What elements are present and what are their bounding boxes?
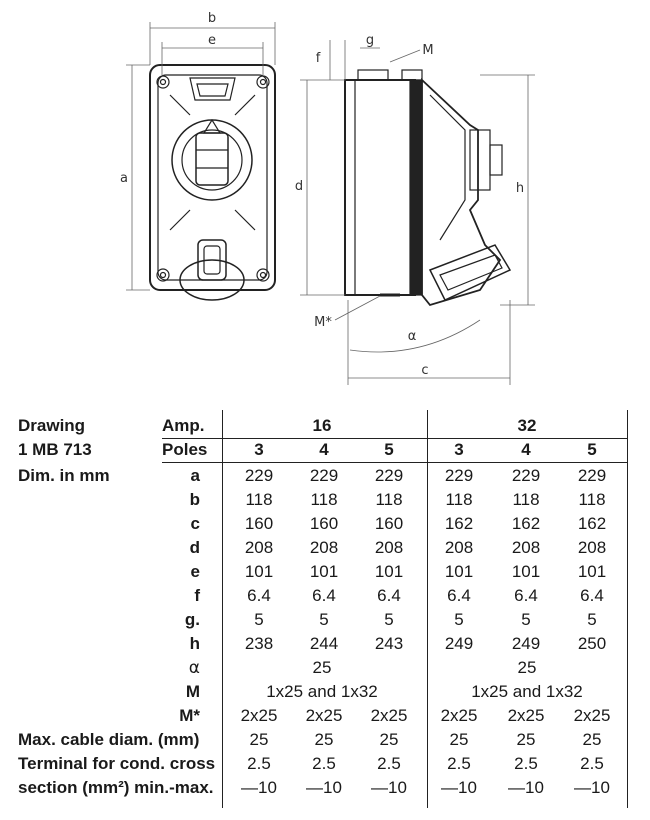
dim-label-alpha: α — [407, 329, 417, 344]
row-key: g. — [184, 610, 200, 629]
table-cell: 118 — [375, 490, 403, 509]
table-cell: 208 — [511, 538, 541, 557]
poles-label: Poles — [162, 440, 208, 459]
row-key: α — [188, 658, 200, 678]
table-cell: 2x25 — [370, 706, 408, 725]
table-cell: 229 — [444, 466, 474, 485]
row-key: M* — [179, 706, 200, 725]
table-cell: 208 — [309, 538, 339, 557]
table-cell: 2x25 — [573, 706, 611, 725]
table-cell: 25 — [516, 730, 536, 749]
row-key: f — [194, 586, 200, 605]
row-key: Terminal for cond. cross — [18, 754, 216, 773]
table-cell: —10 — [241, 778, 277, 797]
table-cell: 208 — [444, 538, 474, 557]
table-cell: 118 — [310, 490, 338, 509]
table-cell: 118 — [512, 490, 540, 509]
table-cell: 162 — [577, 514, 607, 533]
table-cell: 118 — [578, 490, 606, 509]
table-cell: —10 — [371, 778, 407, 797]
row-key: a — [190, 466, 200, 485]
dim-label-b: b — [207, 11, 217, 26]
table-cell: 118 — [445, 490, 473, 509]
table-cell: 101 — [511, 562, 541, 581]
table-cell: 160 — [244, 514, 274, 533]
table-cell-merged: 25 — [312, 658, 332, 677]
row-key: h — [189, 634, 200, 653]
table-cell: 229 — [244, 466, 274, 485]
table-cell: 5 — [521, 610, 531, 629]
poles-cell: 5 — [384, 440, 394, 459]
table-cell: 6.4 — [377, 586, 401, 605]
drawing-label: Drawing — [18, 416, 86, 435]
table-cell: 6.4 — [514, 586, 538, 605]
dim-label-m: M — [422, 43, 434, 58]
table-cell: 6.4 — [447, 586, 471, 605]
amp-group-32: 32 — [517, 416, 537, 435]
table-cell: 101 — [244, 562, 274, 581]
poles-cell: 5 — [587, 440, 597, 459]
table-cell: 160 — [374, 514, 404, 533]
table-cell: 229 — [577, 466, 607, 485]
dim-label-f: f — [315, 51, 321, 66]
dim-label-d: d — [294, 179, 304, 194]
table-cell-merged: 1x25 and 1x32 — [266, 682, 378, 701]
dim-label-e: e — [208, 33, 216, 48]
poles-row-rule — [162, 462, 627, 463]
dim-label-m-star: M* — [314, 315, 332, 330]
dimension-table — [0, 410, 650, 820]
table-cell: 2x25 — [507, 706, 545, 725]
table-cell: 229 — [309, 466, 339, 485]
table-cell: 25 — [449, 730, 469, 749]
dim-label-g: g — [365, 33, 375, 48]
table-cell-merged: 25 — [517, 658, 537, 677]
table-cell: —10 — [441, 778, 477, 797]
table-cell: 6.4 — [247, 586, 271, 605]
table-cell: 249 — [511, 634, 541, 653]
table-cell: 6.4 — [312, 586, 336, 605]
technical-drawing — [0, 0, 650, 400]
table-divider-left — [222, 410, 223, 808]
table-cell: 5 — [454, 610, 464, 629]
table-cell: 2x25 — [440, 706, 478, 725]
table-cell: 238 — [244, 634, 274, 653]
table-cell: 160 — [309, 514, 339, 533]
dim-unit-label: Dim. in mm — [18, 466, 110, 485]
table-cell: 25 — [249, 730, 269, 749]
table-cell: 229 — [374, 466, 404, 485]
dimension-lines — [126, 22, 535, 385]
dim-label-h: h — [515, 181, 525, 196]
table-cell: 2.5 — [247, 754, 271, 773]
side-view — [345, 70, 510, 305]
table-cell: 5 — [254, 610, 264, 629]
table-cell: 2x25 — [305, 706, 343, 725]
table-cell: 250 — [577, 634, 607, 653]
row-key: d — [189, 538, 200, 557]
table-cell: 2.5 — [377, 754, 401, 773]
table-cell: 208 — [244, 538, 274, 557]
table-cell: 2.5 — [580, 754, 604, 773]
table-cell: 208 — [577, 538, 607, 557]
table-cell: 229 — [511, 466, 541, 485]
table-cell: 5 — [587, 610, 597, 629]
table-divider-right — [627, 410, 628, 808]
table-cell: 25 — [379, 730, 399, 749]
table-cell: —10 — [574, 778, 610, 797]
table-cell: 101 — [577, 562, 607, 581]
table-cell: 2.5 — [447, 754, 471, 773]
table-cell: 249 — [444, 634, 474, 653]
row-key: b — [189, 490, 200, 509]
table-cell: 101 — [374, 562, 404, 581]
drawing-number: 1 MB 713 — [18, 440, 92, 459]
table-cell: 162 — [511, 514, 541, 533]
row-key: Max. cable diam. (mm) — [18, 730, 200, 749]
row-key: section (mm²) min.-max. — [18, 778, 214, 797]
amp-group-16: 16 — [312, 416, 332, 435]
poles-cell: 3 — [254, 440, 264, 459]
table-cell: 118 — [245, 490, 273, 509]
table-cell: 208 — [374, 538, 404, 557]
table-cell: 2x25 — [240, 706, 278, 725]
table-cell: 2.5 — [312, 754, 336, 773]
poles-cell: 4 — [319, 440, 329, 459]
row-key: M — [185, 682, 200, 701]
table-cell: 5 — [384, 610, 394, 629]
poles-cell: 3 — [454, 440, 464, 459]
table-cell: —10 — [306, 778, 342, 797]
table-cell: 6.4 — [580, 586, 604, 605]
poles-cell: 4 — [521, 440, 531, 459]
table-cell: 244 — [309, 634, 339, 653]
dim-label-a: a — [120, 171, 128, 186]
row-key: e — [190, 562, 200, 581]
table-cell: 25 — [582, 730, 602, 749]
front-view — [150, 65, 275, 300]
table-cell: 2.5 — [514, 754, 538, 773]
table-cell: 162 — [444, 514, 474, 533]
table-cell: —10 — [508, 778, 544, 797]
table-cell: 101 — [309, 562, 339, 581]
table-cell: 101 — [444, 562, 474, 581]
table-cell: 5 — [319, 610, 329, 629]
row-key: c — [190, 514, 200, 533]
table-cell: 25 — [314, 730, 334, 749]
table-cell: 243 — [374, 634, 404, 653]
table-cell-merged: 1x25 and 1x32 — [471, 682, 583, 701]
amp-label: Amp. — [162, 416, 205, 435]
dim-label-c: c — [421, 363, 429, 378]
